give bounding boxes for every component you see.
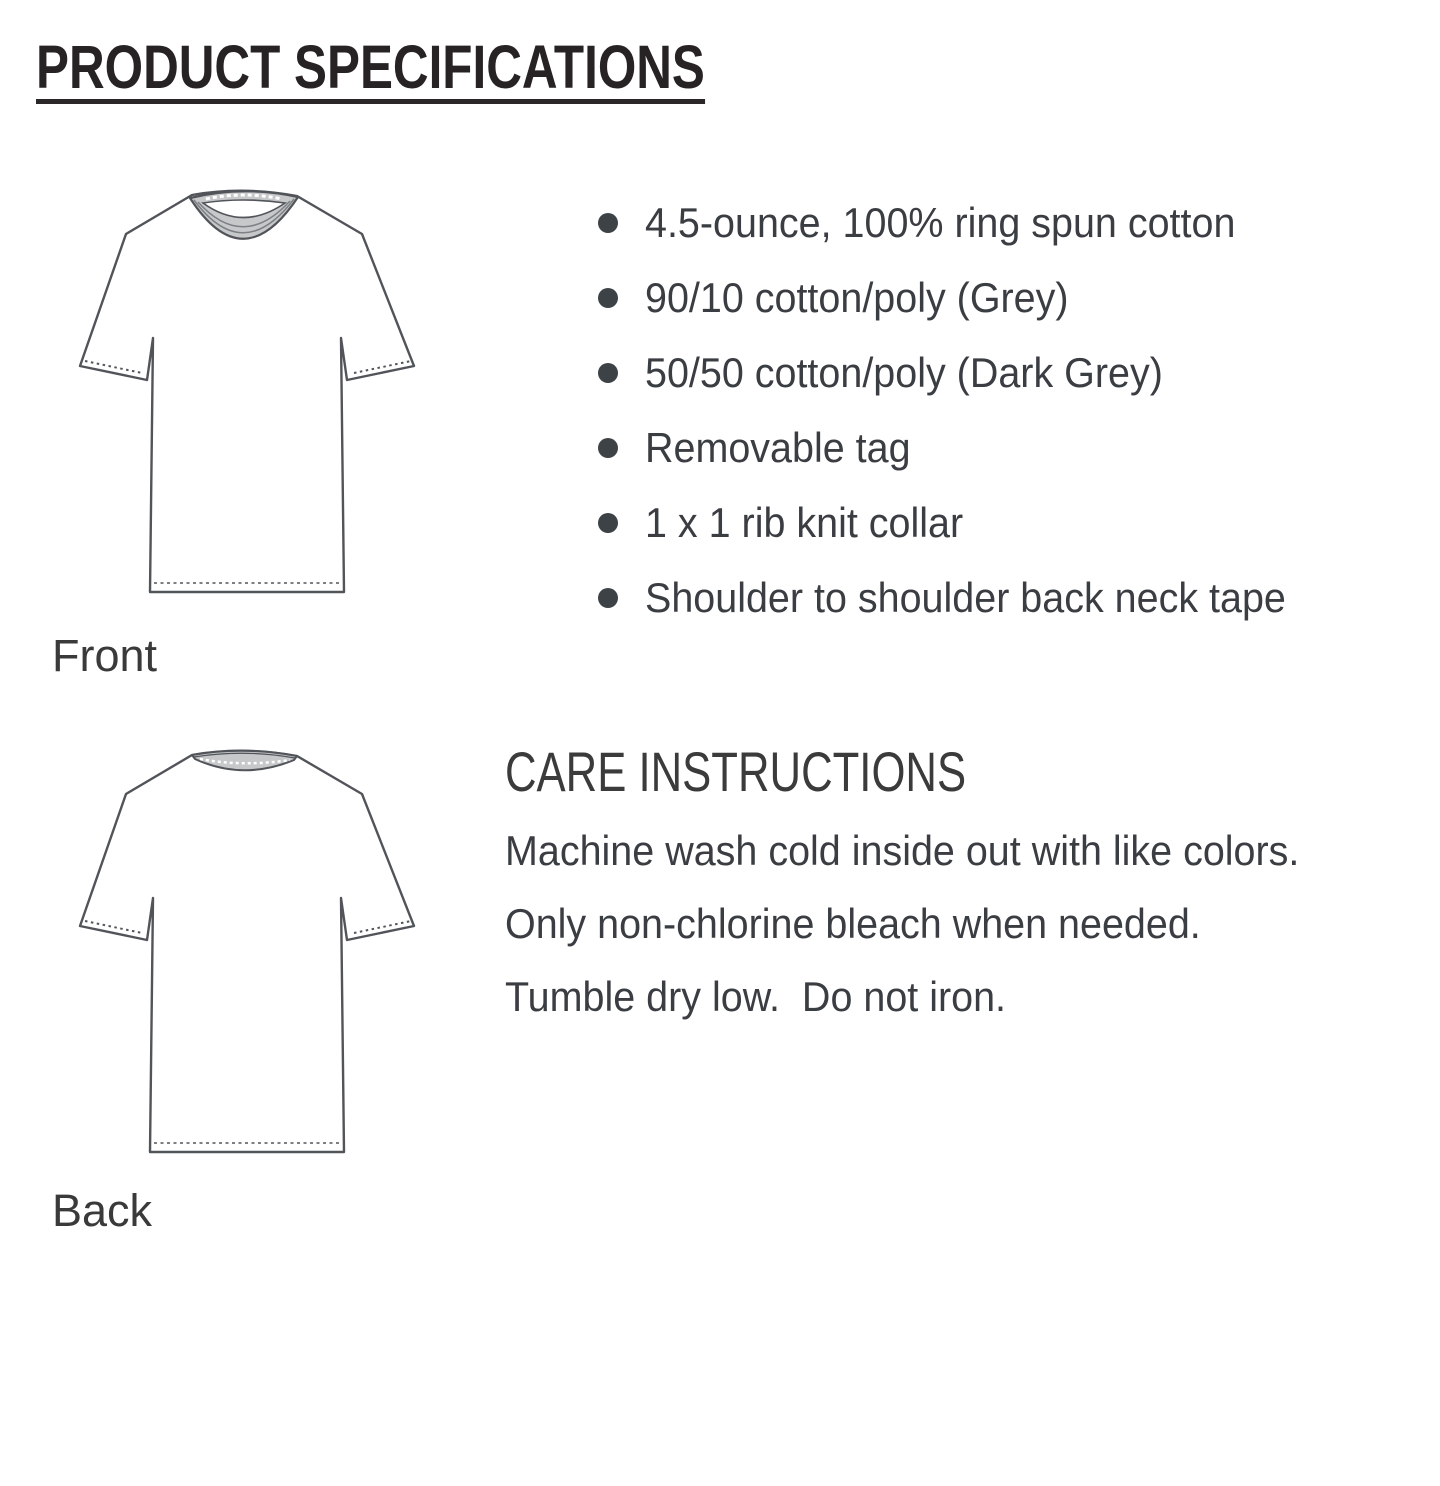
- spec-item-text: Removable tag: [645, 423, 911, 471]
- spec-item-text: Shoulder to shoulder back neck tape: [645, 573, 1286, 621]
- spec-item-text: 50/50 cotton/poly (Dark Grey): [645, 348, 1163, 396]
- back-label: Back: [52, 1185, 153, 1236]
- spec-list-item: [598, 485, 1398, 560]
- bullet-icon: [598, 513, 618, 533]
- care-line: Machine wash cold inside out with like colors.: [505, 827, 1300, 874]
- bullet-icon: [598, 363, 618, 383]
- bullet-icon: [598, 288, 618, 308]
- care-line: Only non-chlorine bleach when needed.: [505, 900, 1201, 947]
- spec-item-text: 90/10 cotton/poly (Grey): [645, 273, 1069, 321]
- bullet-icon: [598, 588, 618, 608]
- front-label: Front: [52, 630, 158, 681]
- tshirt-back-diagram: [76, 750, 420, 1162]
- spec-list-item: [598, 560, 1398, 635]
- page-title: PRODUCT SPECIFICATIONS: [36, 37, 705, 104]
- care-heading: CARE INSTRUCTIONS: [505, 740, 967, 803]
- spec-list-item: [598, 410, 1398, 485]
- tshirt-back-body-outline: [80, 751, 414, 1152]
- spec-item-text: 1 x 1 rib knit collar: [645, 498, 964, 546]
- spec-list-item: [598, 185, 1398, 260]
- spec-list: [598, 185, 1398, 635]
- spec-item-text: 4.5-ounce, 100% ring spun cotton: [645, 198, 1236, 246]
- bullet-icon: [598, 213, 618, 233]
- tshirt-front-body-outline: [80, 191, 414, 592]
- spec-list-item: [598, 260, 1398, 335]
- care-instructions-section: [505, 742, 1435, 1033]
- spec-list-item: [598, 335, 1398, 410]
- bullet-icon: [598, 438, 618, 458]
- tshirt-front-diagram: [76, 190, 420, 602]
- care-line: Tumble dry low. Do not iron.: [505, 973, 1007, 1020]
